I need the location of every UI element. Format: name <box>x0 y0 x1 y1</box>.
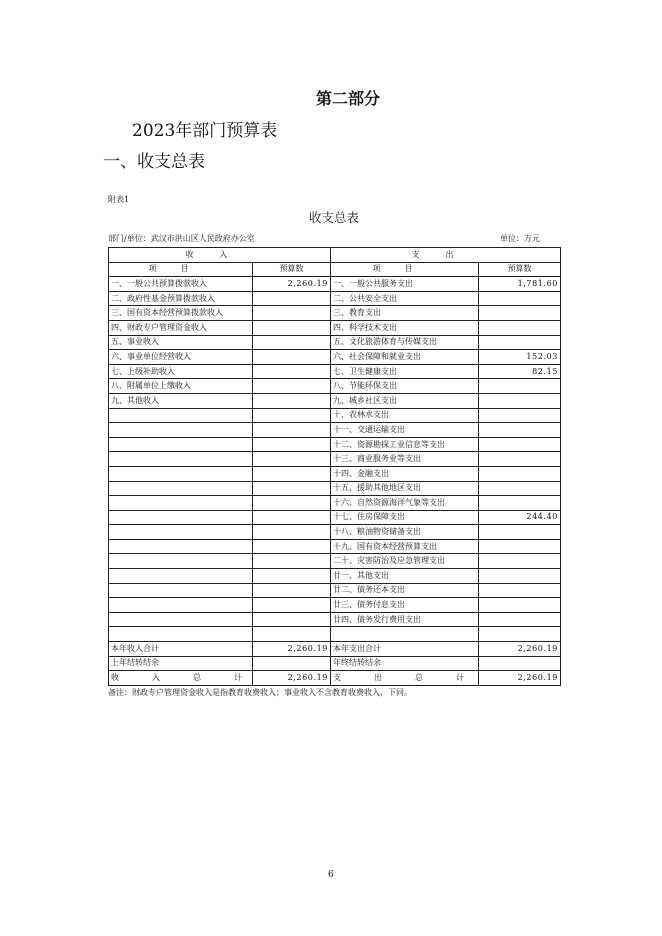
expense-amount-cell: 2,260.19 <box>479 671 561 686</box>
total-row <box>109 656 561 671</box>
expense-group-header: 支出 <box>331 248 561 263</box>
expense-item-cell: 廿四、债务发行费用支出 <box>331 612 479 627</box>
income-amount-cell <box>253 612 331 627</box>
income-amount-cell <box>253 656 331 671</box>
section-heading: 一、收支总表 <box>103 152 205 172</box>
table-row <box>109 320 561 335</box>
expense-amount-cell <box>479 408 561 423</box>
expense-item-cell: 十八、粮油物资储备支出 <box>331 525 479 540</box>
department-label: 部门/单位：武汉市洪山区人民政府办公室 <box>108 234 255 243</box>
income-amount-cell <box>253 393 331 408</box>
table-note: 备注：财政专户管理资金收入是指教育收费收入；事业收入不含教育收费收入，下同。 <box>108 688 412 697</box>
income-item-cell <box>109 612 253 627</box>
expense-item-cell: 七、卫生健康支出 <box>331 364 479 379</box>
budget-summary-table <box>108 247 561 686</box>
table-row <box>109 481 561 496</box>
table-row <box>109 393 561 408</box>
expense-item-cell: 廿一、其他支出 <box>331 569 479 584</box>
table-row <box>109 554 561 569</box>
expense-amount-cell <box>479 291 561 306</box>
income-item-cell <box>109 554 253 569</box>
expense-item-cell: 十四、金融支出 <box>331 466 479 481</box>
income-amount-cell <box>253 598 331 613</box>
income-item-cell: 六、事业单位经营收入 <box>109 350 253 365</box>
income-amount-cell <box>253 437 331 452</box>
expense-amount-cell <box>479 335 561 350</box>
income-item-cell <box>109 510 253 525</box>
income-item-cell <box>109 598 253 613</box>
table-row <box>109 539 561 554</box>
income-item-cell <box>109 627 253 642</box>
header-row-columns <box>109 262 561 277</box>
income-item-cell <box>109 437 253 452</box>
expense-amount-cell <box>479 583 561 598</box>
income-amount-cell: 2,260.19 <box>253 642 331 657</box>
expense-amount-header: 预算数 <box>479 262 561 277</box>
expense-amount-cell <box>479 481 561 496</box>
income-item-cell <box>109 496 253 511</box>
income-item-cell <box>109 466 253 481</box>
total-row <box>109 671 561 686</box>
table-row <box>109 408 561 423</box>
table-row <box>109 496 561 511</box>
income-item-cell <box>109 583 253 598</box>
header-row-groups <box>109 248 561 263</box>
expense-item-cell: 廿三、债务付息支出 <box>331 598 479 613</box>
table-row <box>109 437 561 452</box>
expense-item-cell: 二、公共安全支出 <box>331 291 479 306</box>
expense-amount-cell <box>479 554 561 569</box>
table-row <box>109 423 561 438</box>
expense-amount-cell: 2,260.19 <box>479 642 561 657</box>
expense-item-cell: 十、农林水支出 <box>331 408 479 423</box>
income-amount-cell <box>253 320 331 335</box>
expense-amount-cell <box>479 569 561 584</box>
expense-amount-cell <box>479 437 561 452</box>
expense-amount-cell: 82.15 <box>479 364 561 379</box>
income-item-header: 项目 <box>109 262 253 277</box>
income-item-cell: 二、政府性基金预算拨款收入 <box>109 291 253 306</box>
income-amount-cell <box>253 408 331 423</box>
income-amount-cell <box>253 350 331 365</box>
income-amount-cell <box>253 554 331 569</box>
expense-item-cell: 十六、自然资源海洋气象等支出 <box>331 496 479 511</box>
income-item-cell: 七、上级补助收入 <box>109 364 253 379</box>
expense-item-cell: 九、城乡社区支出 <box>331 393 479 408</box>
income-item-cell: 八、附属单位上缴收入 <box>109 379 253 394</box>
expense-item-cell: 年终结转结余 <box>331 656 479 671</box>
expense-item-cell: 十三、商业服务业等支出 <box>331 452 479 467</box>
expense-item-cell: 四、科学技术支出 <box>331 320 479 335</box>
expense-amount-cell <box>479 379 561 394</box>
income-amount-cell <box>253 627 331 642</box>
table-row <box>109 525 561 540</box>
income-item-cell <box>109 481 253 496</box>
table-row <box>109 452 561 467</box>
income-amount-cell <box>253 481 331 496</box>
table-row <box>109 350 561 365</box>
expense-amount-cell: 244.40 <box>479 510 561 525</box>
income-amount-cell <box>253 335 331 350</box>
income-item-cell: 九、其他收入 <box>109 393 253 408</box>
income-amount-cell <box>253 364 331 379</box>
part-title: 第二部分 <box>316 89 381 108</box>
table-row <box>109 306 561 321</box>
expense-amount-cell: 1,781.60 <box>479 277 561 292</box>
income-amount-header: 预算数 <box>253 262 331 277</box>
table-row <box>109 510 561 525</box>
expense-item-cell: 一、一般公共服务支出 <box>331 277 479 292</box>
expense-item-cell: 廿二、债务还本支出 <box>331 583 479 598</box>
document-subtitle: 2023年部门预算表 <box>132 121 278 141</box>
income-item-cell <box>109 569 253 584</box>
expense-item-cell: 本年支出合计 <box>331 642 479 657</box>
income-amount-cell <box>253 510 331 525</box>
income-item-cell: 三、国有资本经营预算拨款收入 <box>109 306 253 321</box>
income-item-cell: 四、财政专户管理资金收入 <box>109 320 253 335</box>
expense-item-cell: 十五、援助其他地区支出 <box>331 481 479 496</box>
table-row <box>109 379 561 394</box>
expense-amount-cell <box>479 452 561 467</box>
expense-amount-cell <box>479 320 561 335</box>
table-row <box>109 277 561 292</box>
income-amount-cell <box>253 291 331 306</box>
income-amount-cell <box>253 466 331 481</box>
expense-amount-cell <box>479 306 561 321</box>
table-row <box>109 335 561 350</box>
income-item-cell <box>109 525 253 540</box>
income-item-cell: 上年结转结余 <box>109 656 253 671</box>
expense-item-cell: 支出总计 <box>331 671 479 686</box>
expense-amount-cell <box>479 525 561 540</box>
table-row <box>109 364 561 379</box>
unit-label: 单位：万元 <box>500 234 540 243</box>
expense-amount-cell <box>479 496 561 511</box>
income-amount-cell <box>253 569 331 584</box>
expense-amount-cell <box>479 627 561 642</box>
table-row <box>109 598 561 613</box>
expense-item-cell: 十一、交通运输支出 <box>331 423 479 438</box>
expense-item-cell: 十七、住房保障支出 <box>331 510 479 525</box>
page-number: 6 <box>328 870 334 880</box>
income-amount-cell: 2,260.19 <box>253 671 331 686</box>
expense-amount-cell <box>479 466 561 481</box>
income-amount-cell: 2,260.19 <box>253 277 331 292</box>
expense-item-cell: 八、节能环保支出 <box>331 379 479 394</box>
table-row <box>109 569 561 584</box>
income-amount-cell <box>253 423 331 438</box>
total-row <box>109 642 561 657</box>
table-row <box>109 612 561 627</box>
expense-item-cell <box>331 627 479 642</box>
table-row <box>109 291 561 306</box>
expense-amount-cell <box>479 598 561 613</box>
expense-item-cell: 五、文化旅游体育与传媒支出 <box>331 335 479 350</box>
expense-amount-cell <box>479 656 561 671</box>
income-item-cell: 五、事业收入 <box>109 335 253 350</box>
expense-item-cell: 十九、国有资本经营预算支出 <box>331 539 479 554</box>
attachment-label: 附表1 <box>108 195 130 204</box>
table-body <box>109 277 561 686</box>
table-row <box>109 627 561 642</box>
income-amount-cell <box>253 306 331 321</box>
expense-item-cell: 六、社会保障和就业支出 <box>331 350 479 365</box>
expense-item-header: 项目 <box>331 262 479 277</box>
expense-item-cell: 二十、灾害防治及应急管理支出 <box>331 554 479 569</box>
income-group-header: 收入 <box>109 248 331 263</box>
income-amount-cell <box>253 379 331 394</box>
table-row <box>109 583 561 598</box>
income-item-cell: 本年收入合计 <box>109 642 253 657</box>
income-amount-cell <box>253 583 331 598</box>
table-row <box>109 466 561 481</box>
expense-item-cell: 十二、资源勘探工业信息等支出 <box>331 437 479 452</box>
expense-amount-cell <box>479 539 561 554</box>
income-item-cell <box>109 423 253 438</box>
income-item-cell <box>109 539 253 554</box>
income-item-cell: 一、一般公共预算拨款收入 <box>109 277 253 292</box>
expense-amount-cell <box>479 423 561 438</box>
income-amount-cell <box>253 452 331 467</box>
income-amount-cell <box>253 539 331 554</box>
expense-item-cell: 三、教育支出 <box>331 306 479 321</box>
income-amount-cell <box>253 525 331 540</box>
expense-amount-cell: 152.03 <box>479 350 561 365</box>
expense-amount-cell <box>479 393 561 408</box>
income-item-cell <box>109 408 253 423</box>
expense-amount-cell <box>479 612 561 627</box>
table-title: 收支总表 <box>308 210 359 225</box>
income-amount-cell <box>253 496 331 511</box>
income-item-cell <box>109 452 253 467</box>
income-item-cell: 收入总计 <box>109 671 253 686</box>
